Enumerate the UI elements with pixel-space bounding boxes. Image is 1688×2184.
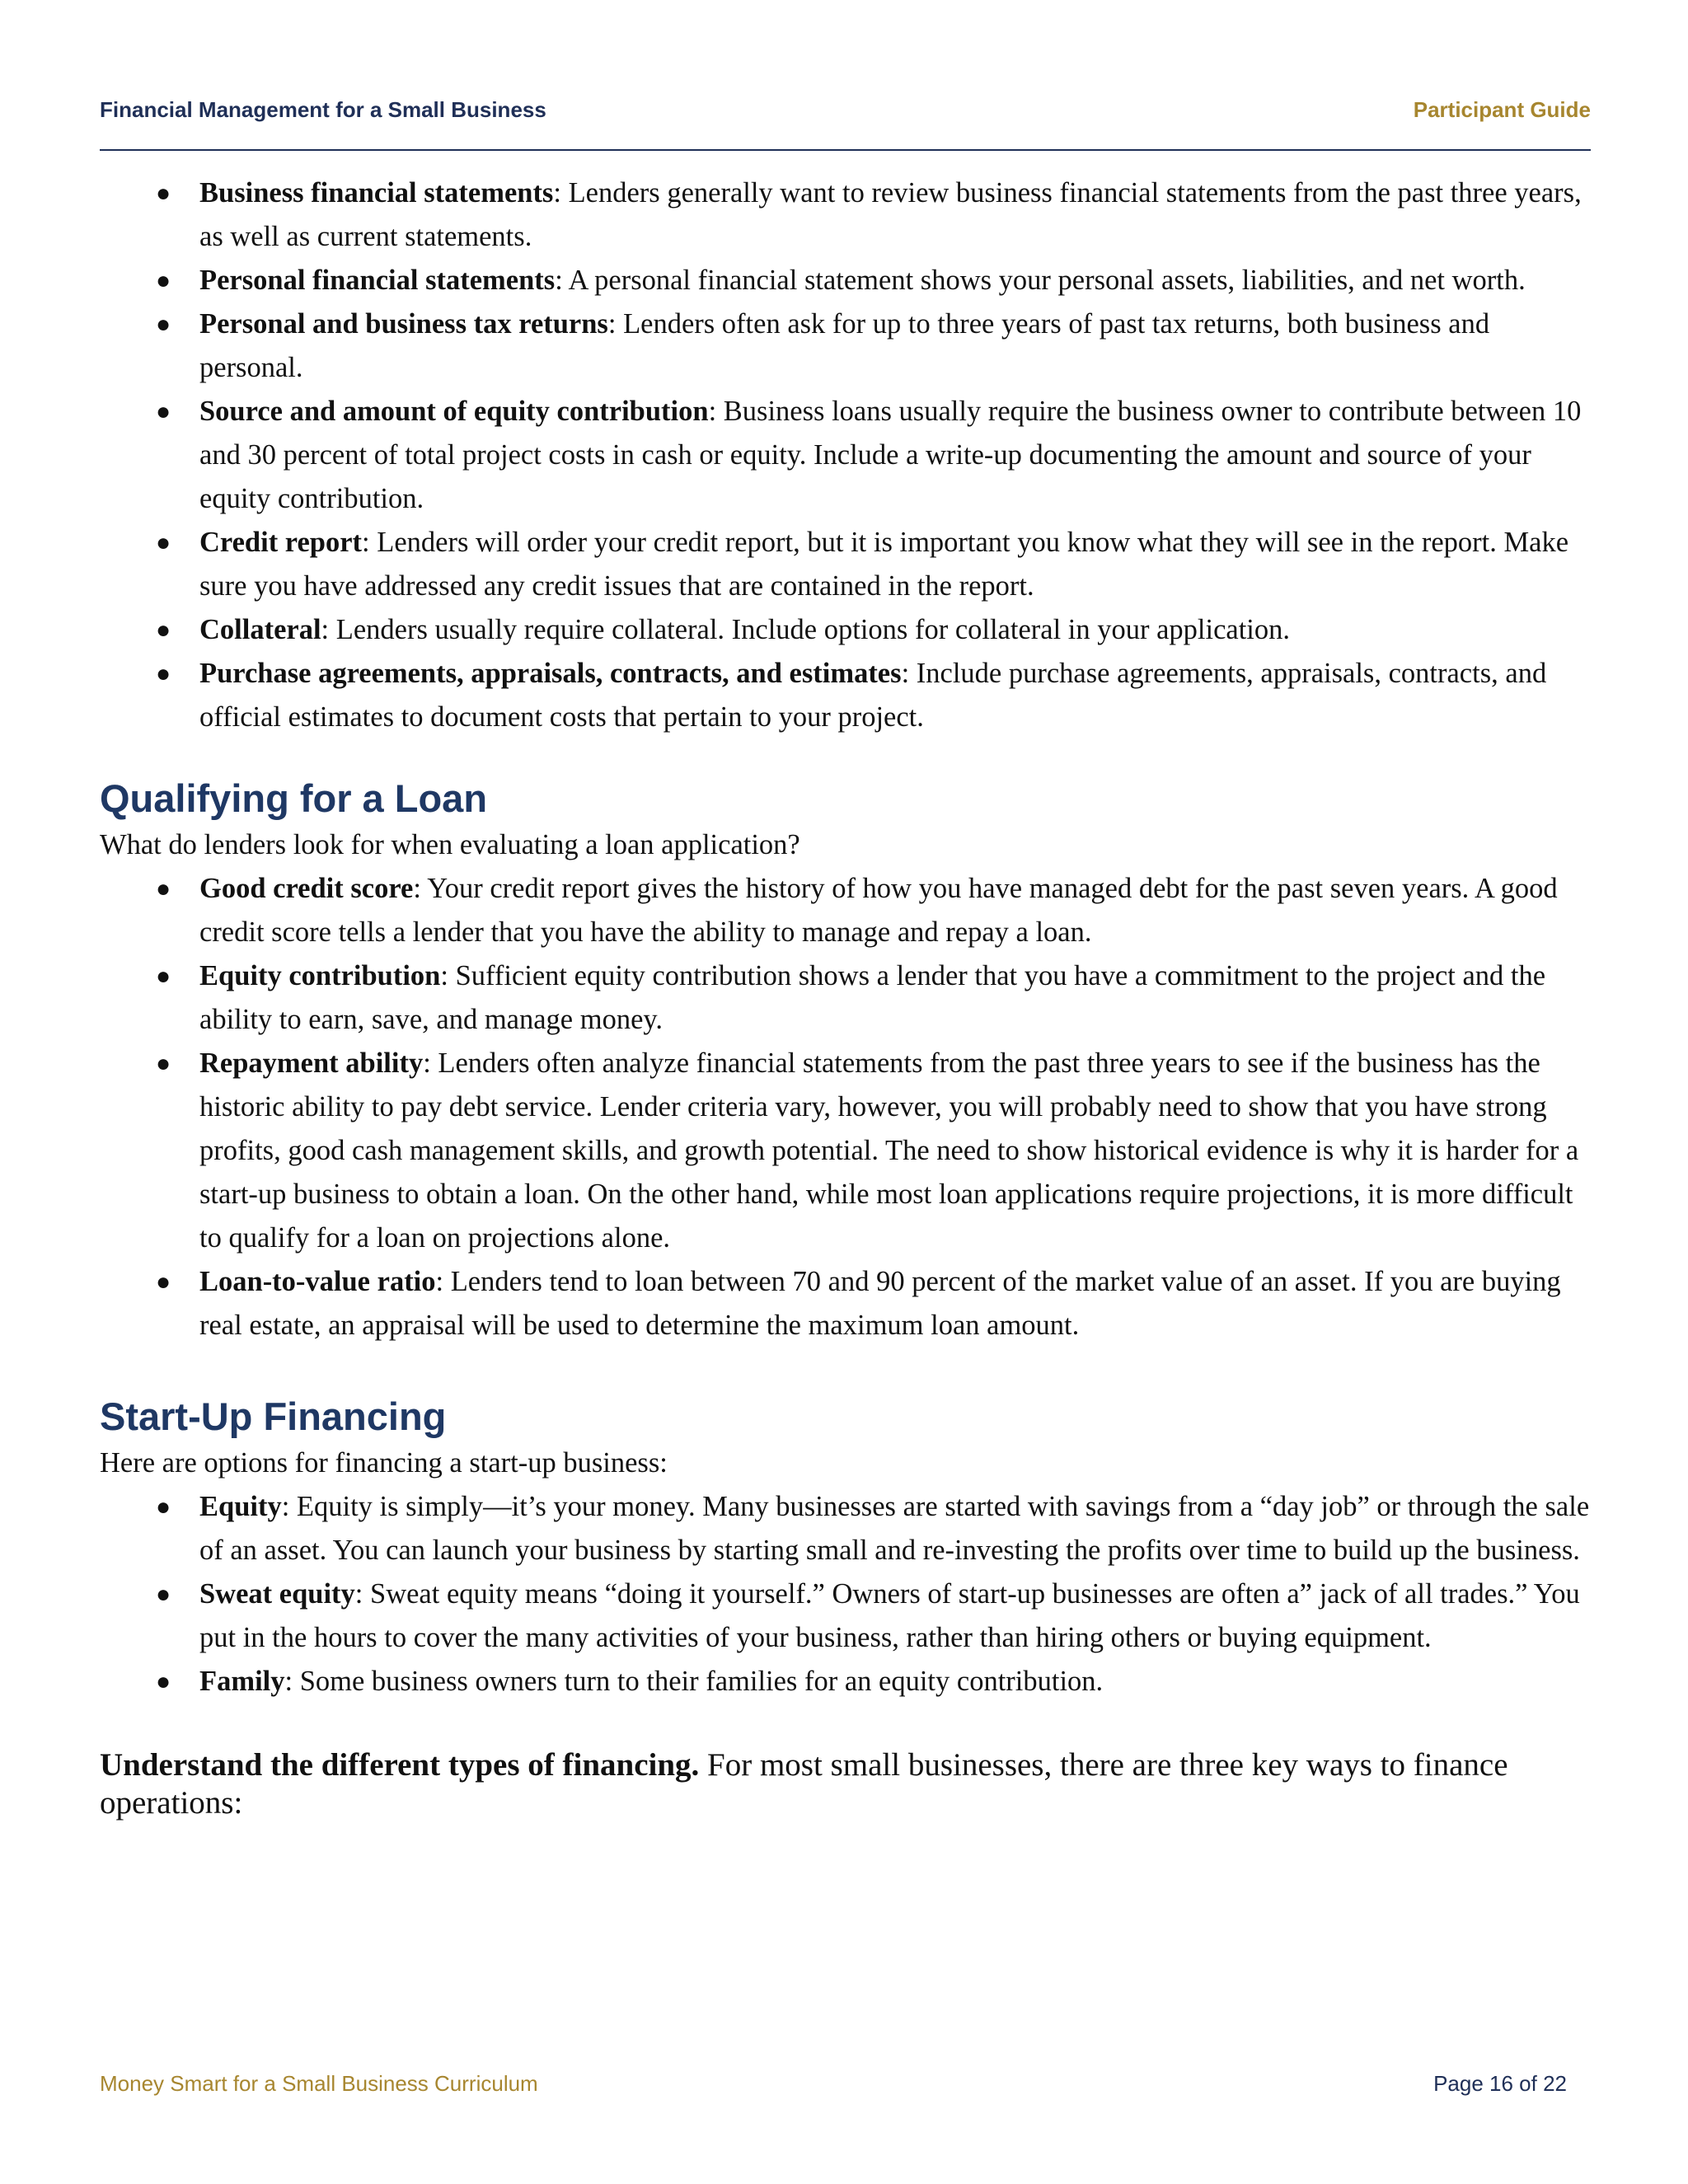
item-term: Credit report [199, 527, 363, 558]
startup-section [100, 1392, 1591, 1704]
footer-curriculum: Money Smart for a Small Business Curriculum [100, 2071, 538, 2096]
bullet-icon: ● [156, 267, 171, 294]
page-header [100, 97, 1591, 151]
list-item [100, 1485, 1591, 1572]
bullet-icon: ● [156, 616, 171, 644]
list-item [100, 608, 1591, 652]
item-term: Family [199, 1666, 285, 1697]
header-divider [100, 149, 1591, 151]
item-term: Good credit score [199, 873, 414, 904]
list-item [100, 171, 1591, 259]
closing-text: For most small businesses, there are three key ways to finance operations: [100, 1747, 1508, 1821]
item-text: : Your credit report gives the history of how you have managed debt for the past seven years. A good credit score tells a lender that you have the ability to manage and repay a loan. [199, 873, 1558, 948]
bullet-icon: ● [156, 660, 171, 687]
header-title: Financial Management for a Small Business [100, 97, 546, 122]
item-term: Personal and business tax returns [199, 308, 608, 340]
list-item [100, 867, 1591, 954]
section-heading: Start-Up Financing [100, 1394, 447, 1438]
item-term: Equity [199, 1491, 282, 1522]
list-item [100, 1260, 1591, 1347]
qualifying-section [100, 774, 1591, 1347]
item-term: Source and amount of equity contribution [199, 396, 709, 427]
startup-list [100, 1485, 1591, 1704]
item-term: Repayment ability [199, 1047, 424, 1079]
item-term: Personal financial statements [199, 265, 556, 296]
bullet-icon: ● [156, 1050, 171, 1077]
item-text: : Sweat equity means “doing it yourself.” Owners of start-up businesses are often a” jack of all trades.” You put in the hours to cover the many activities of your business, rather than hiring others or buying equipment. [199, 1578, 1580, 1653]
list-item [100, 652, 1591, 739]
bullet-icon: ● [156, 1493, 171, 1521]
list-item [100, 1660, 1591, 1704]
item-term: Equity contribution [199, 960, 441, 991]
item-text: : Lenders will order your credit report, but it is important you know what they will see in the report. Make sure you have addressed any credit issues that are contained in the report. [199, 527, 1569, 602]
item-term: Collateral [199, 614, 321, 645]
closing-lead: Understand the different types of financing. [100, 1747, 700, 1783]
list-item [100, 302, 1591, 390]
list-item [100, 954, 1591, 1042]
closing-paragraph [100, 1746, 1591, 1822]
list-item [100, 259, 1591, 302]
item-text: : Lenders often analyze financial statements from the past three years to see if the business has the historic ability to pay debt service. Lender criteria vary, however, you will probably need to show that you have strong profits, good cash management skills, and growth potential. The need to show historical evidence is why it is harder for a start-up business to obtain a loan. On the other hand, while most loan applications require projections, it is more difficult to qualify for a loan on projections alone. [199, 1047, 1579, 1254]
bullet-icon: ● [156, 1581, 171, 1608]
bullet-icon: ● [156, 1268, 171, 1296]
list-item [100, 1572, 1591, 1660]
section-intro: What do lenders look for when evaluating a loan application? [100, 829, 800, 860]
bullet-icon: ● [156, 529, 171, 556]
item-text: : Sufficient equity contribution shows a lender that you have a commitment to the project and the ability to earn, save, and manage money. [199, 960, 1546, 1035]
item-text: : Lenders generally want to review business financial statements from the past three years, as well as current statements. [199, 177, 1582, 252]
item-term: Sweat equity [199, 1578, 355, 1610]
bullet-icon: ● [156, 875, 171, 902]
item-term: Loan-to-value ratio [199, 1266, 436, 1297]
page-number: Page 16 of 22 [1433, 2071, 1567, 2096]
item-term: Business financial statements [199, 177, 554, 209]
list-item [100, 390, 1591, 521]
item-text: : Some business owners turn to their families for an equity contribution. [284, 1666, 1104, 1697]
bullet-icon: ● [156, 1668, 171, 1695]
list-item [100, 1042, 1591, 1260]
list-item [100, 521, 1591, 608]
item-text: : Equity is simply—it’s your money. Many businesses are started with savings from a “day job” or through the sale of an asset. You can launch your business by starting small and re-investing the profits over time to build up the business. [199, 1491, 1590, 1566]
item-text: : Business loans usually require the business owner to contribute between 10 and 30 percent of total project costs in cash or equity. Include a write-up documenting the amount and source of your equity contribution. [199, 396, 1582, 514]
item-text: : Lenders usually require collateral. Include options for collateral in your application. [321, 614, 1291, 645]
item-term: Purchase agreements, appraisals, contracts, and estimates [199, 658, 902, 689]
section-heading: Qualifying for a Loan [100, 776, 488, 820]
qualifying-list [100, 867, 1591, 1347]
item-text: : A personal financial statement shows your personal assets, liabilities, and net worth. [555, 265, 1526, 296]
page-content [100, 171, 1591, 1854]
bullet-icon: ● [156, 180, 171, 207]
bullet-icon: ● [156, 963, 171, 990]
item-text: : Lenders tend to loan between 70 and 90 percent of the market value of an asset. If you are buying real estate, an appraisal will be used to determine the maximum loan amount. [199, 1266, 1561, 1341]
item-text: : Include purchase agreements, appraisals, contracts, and official estimates to document costs that pertain to your project. [199, 658, 1547, 733]
section-intro: Here are options for financing a start-up business: [100, 1447, 668, 1479]
bullet-icon: ● [156, 398, 171, 425]
loan-documents-list [100, 171, 1591, 739]
header-guide-label: Participant Guide [1413, 97, 1591, 122]
bullet-icon: ● [156, 311, 171, 338]
item-text: : Lenders often ask for up to three years of past tax returns, both business and personal. [199, 308, 1490, 383]
